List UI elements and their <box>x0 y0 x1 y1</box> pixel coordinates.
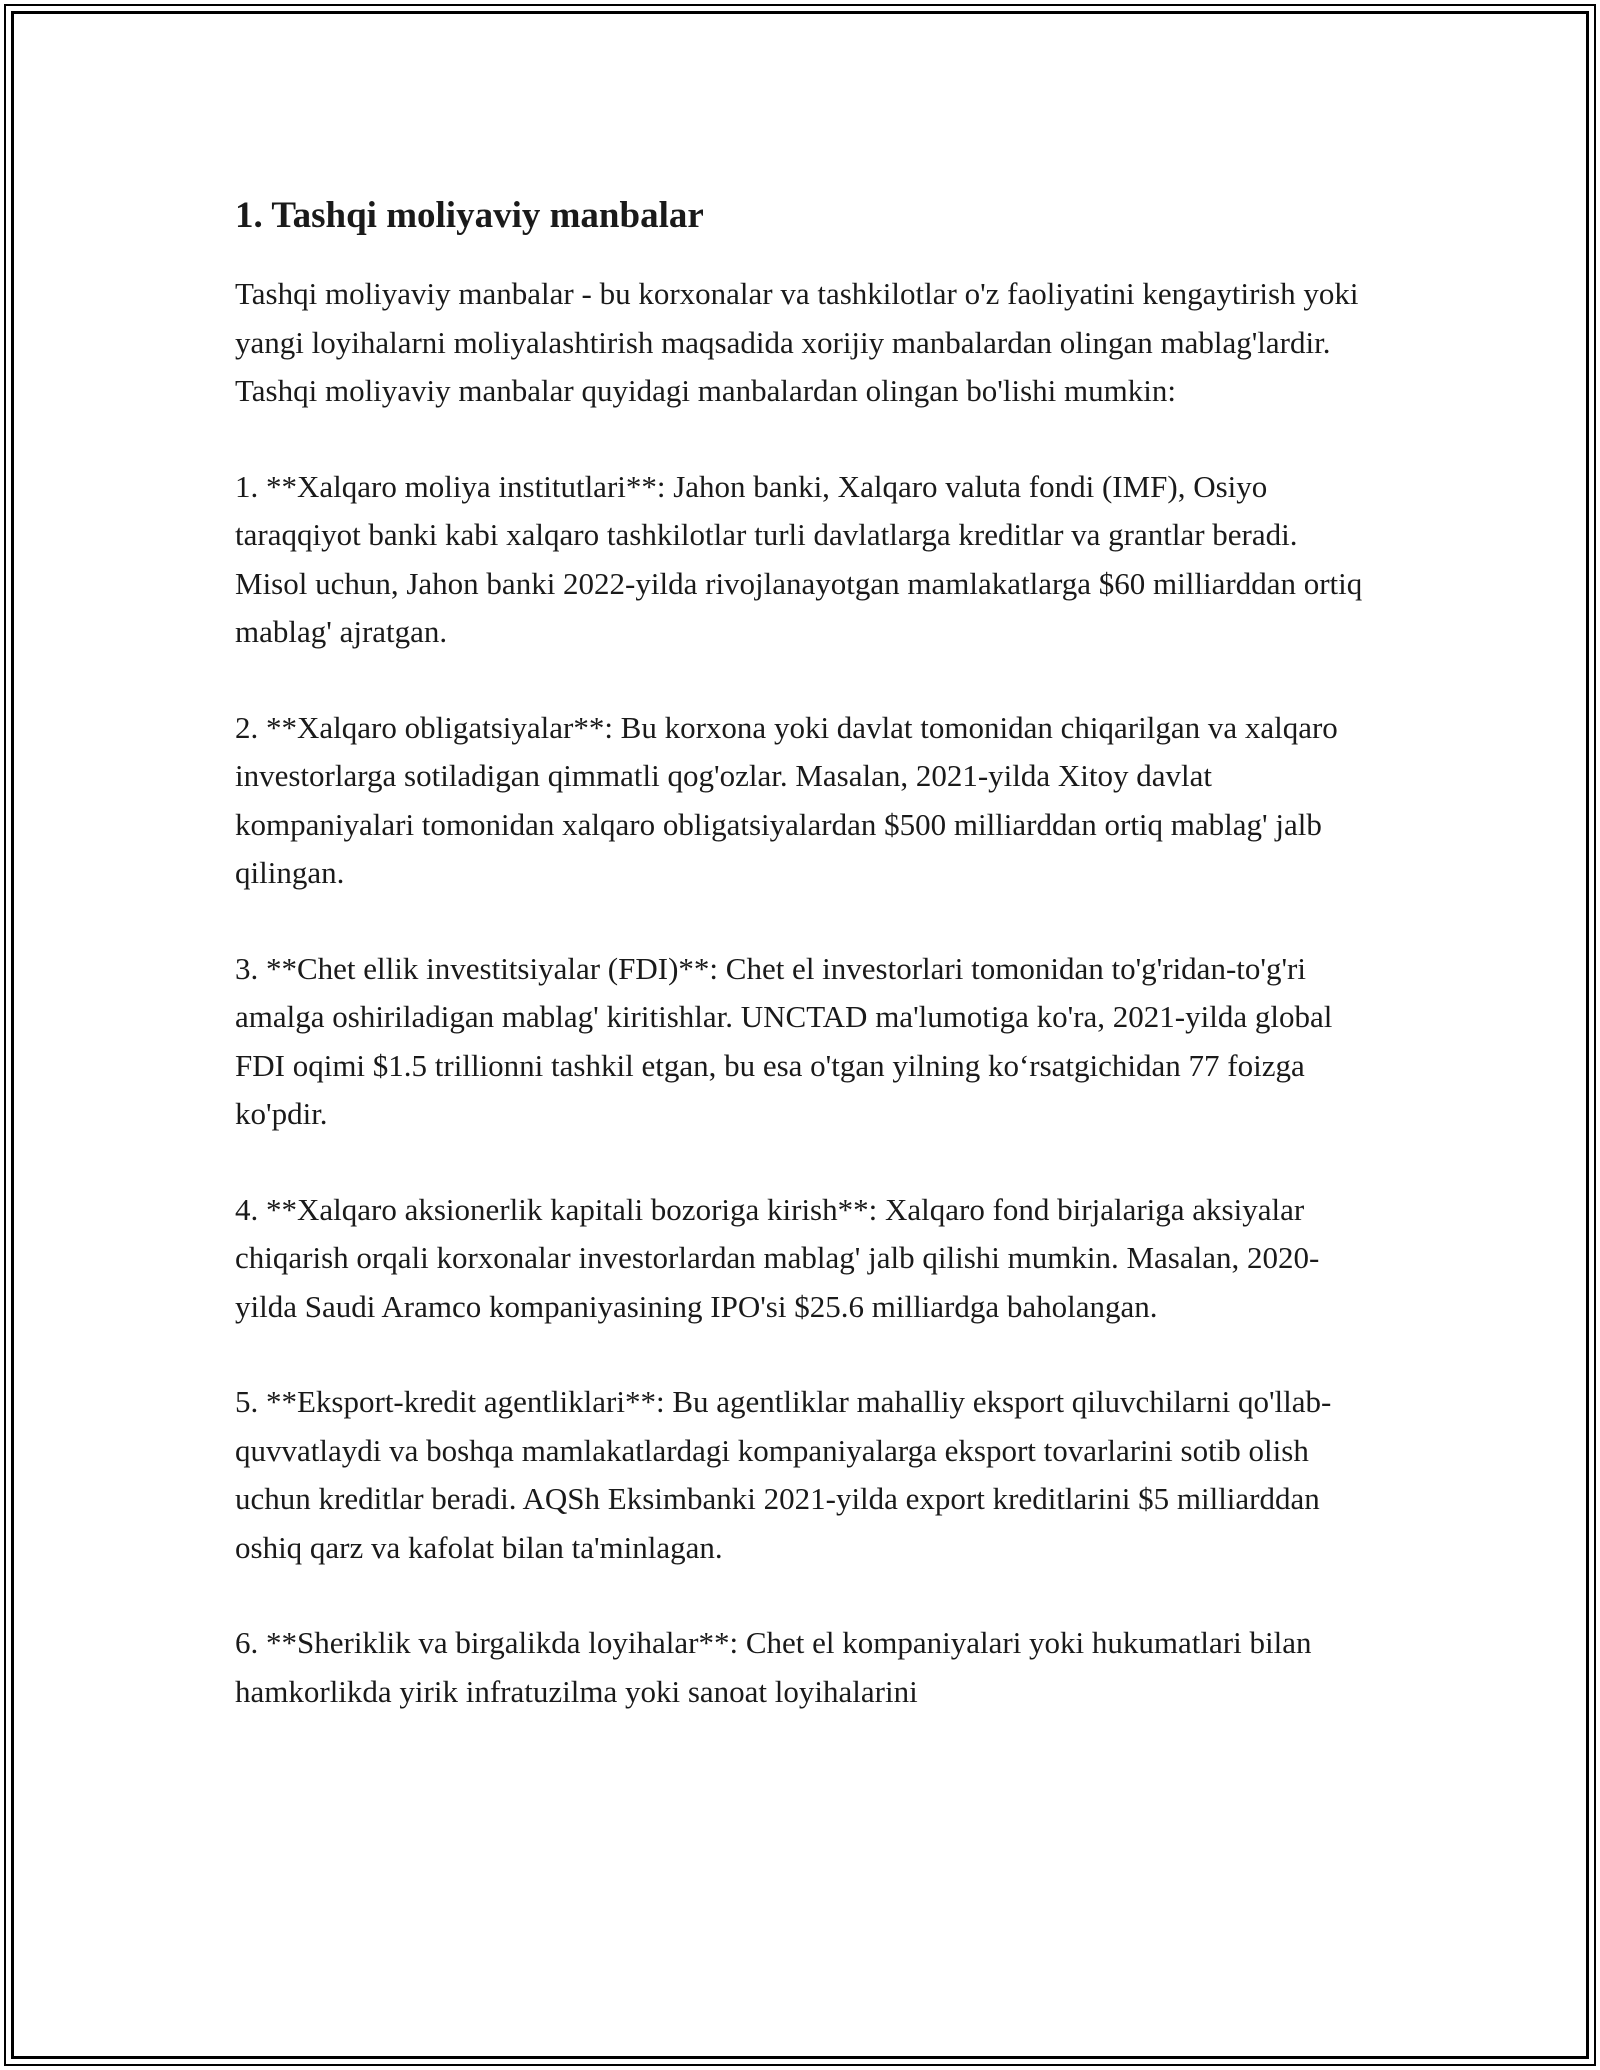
list-item-international-bonds: 2. **Xalqaro obligatsiyalar**: Bu korxona yoki davlat tomonidan chiqarilgan va xalqaro investorlarga sotiladigan qimmatli qog'ozlar. Masalan, 2021-yilda Xitoy davlat kompaniyalari tomonidan xalqaro obligatsiyalardan $500 milliarddan ortiq mablag' jalb qilingan. <box>235 709 1338 890</box>
list-item-export-credit-agencies: 5. **Eksport-kredit agentliklari**: Bu agentliklar mahalliy eksport qiluvchilarni qo'llab-quvvatlaydi va boshqa mamlakatlardagi kompaniyalarga eksport tovarlarini sotib olish uchun kreditlar beradi. AQSh Eksimbanki 2021-yilda export kreditlarini $5 milliarddan oshiq qarz va kafolat bilan ta'minlagan. <box>235 1384 1332 1565</box>
document-body <box>235 188 1365 1763</box>
list-item-international-institutions: 1. **Xalqaro moliya institutlari**: Jahon banki, Xalqaro valuta fondi (IMF), Osiyo taraqqiyot banki kabi xalqaro tashkilotlar turli davlatlarga kreditlar va grantlar beradi. Misol uchun, Jahon banki 2022-yilda rivojlanayotgan mamlakatlarga $60 milliarddan ortiq mablag' ajratgan. <box>235 468 1363 649</box>
list-item-equity-markets: 4. **Xalqaro aksionerlik kapitali bozoriga kirish**: Xalqaro fond birjalariga aksiyalar chiqarish orqali korxonalar investorlardan mablag' jalb qilishi mumkin. Masalan, 2020-yilda Saudi Aramco kompaniyasining IPO'si $25.6 milliardga baholangan. <box>235 1191 1320 1324</box>
intro-paragraph: Tashqi moliyaviy manbalar - bu korxonalar va tashkilotlar o'z faoliyatini kengaytirish yoki yangi loyihalarni moliyalashtirish maqsadida xorijiy manbalardan olingan mablag'lardir. Tashqi moliyaviy manbalar quyidagi manbalardan olingan bo'lishi mumkin: <box>235 276 1359 408</box>
list-item-foreign-investment: 3. **Chet ellik investitsiyalar (FDI)**: Chet el investorlari tomonidan to'g'ridan-to'g'ri amalga oshiriladigan mablag' kiritishlar. UNCTAD ma'lumotiga ko'ra, 2021-yilda global FDI oqimi $1.5 trillionni tashkil etgan, bu esa o'tgan yilning ko‘rsatgichidan 77 foizga ko'pdir. <box>235 950 1333 1131</box>
list-item-joint-projects: 6. **Sheriklik va birgalikda loyihalar**: Chet el kompaniyalari yoki hukumatlari bilan hamkorlikda yirik infratuzilma yoki sanoat loyihalarini <box>235 1625 1312 1709</box>
section-heading: 1. Tashqi moliyaviy manbalar <box>235 195 704 236</box>
